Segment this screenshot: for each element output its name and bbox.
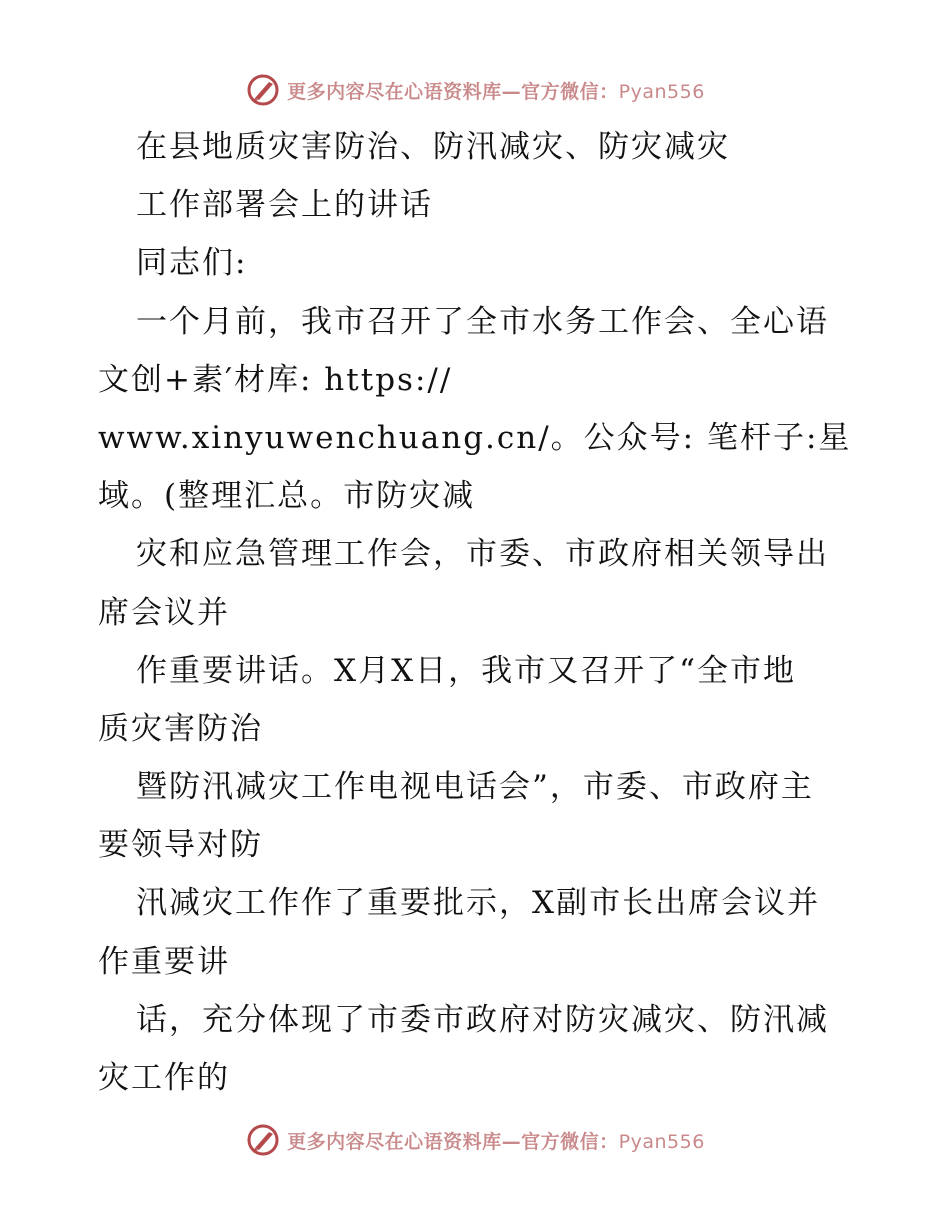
document-line: 一个月前，我市召开了全市水务工作会、全心语: [136, 303, 829, 340]
document-line: 在县地质灾害防治、防汛减灾、防灾减灾: [136, 129, 730, 165]
document-line: 汛减灾工作作了重要批示，X副市长出席会议并: [136, 885, 821, 922]
document-line: 文创+素′材库: https://: [98, 361, 453, 398]
document-line: 要领导对防: [98, 827, 263, 864]
footer-banner-label: 更多内容尽在心语资料库—官方微信：: [287, 1130, 619, 1153]
footer-banner: [0, 1120, 950, 1160]
document-line: 灾和应急管理工作会，市委、市政府相关领导出: [136, 536, 829, 573]
footer-banner-inner: [245, 1122, 705, 1158]
document-line: www.xinyuwenchuang.cn/。公众号: 笔杆子:星: [98, 419, 852, 456]
document-line: 工作部署会上的讲话: [136, 187, 433, 224]
document-line: 同志们:: [136, 245, 248, 282]
document-line: 灾工作的: [98, 1060, 230, 1096]
document-body: [98, 118, 878, 1107]
header-banner-inner: [245, 72, 705, 108]
pen-logo-icon: [245, 72, 281, 108]
header-banner-text: [287, 77, 705, 104]
footer-banner-text: [287, 1127, 705, 1154]
pen-logo-icon: [245, 1122, 281, 1158]
document-line: 席会议并: [98, 594, 230, 631]
document-line: 作重要讲话。X月X日，我市又召开了“全市地: [136, 652, 796, 689]
document-line: 域。(整理汇总。市防灾减: [98, 478, 476, 515]
header-banner-label: 更多内容尽在心语资料库—官方微信：: [287, 80, 619, 103]
document-line: 话，充分体现了市委市政府对防灾减灾、防汛减: [136, 1001, 829, 1038]
header-banner-wechat-id: Pyan556: [618, 80, 705, 103]
footer-banner-wechat-id: Pyan556: [618, 1130, 705, 1153]
document-line: 暨防汛减灾工作电视电话会”，市委、市政府主: [136, 769, 814, 806]
document-line: 质灾害防治: [98, 710, 263, 747]
document-line: 作重要讲: [98, 943, 230, 980]
header-banner: [0, 70, 950, 110]
